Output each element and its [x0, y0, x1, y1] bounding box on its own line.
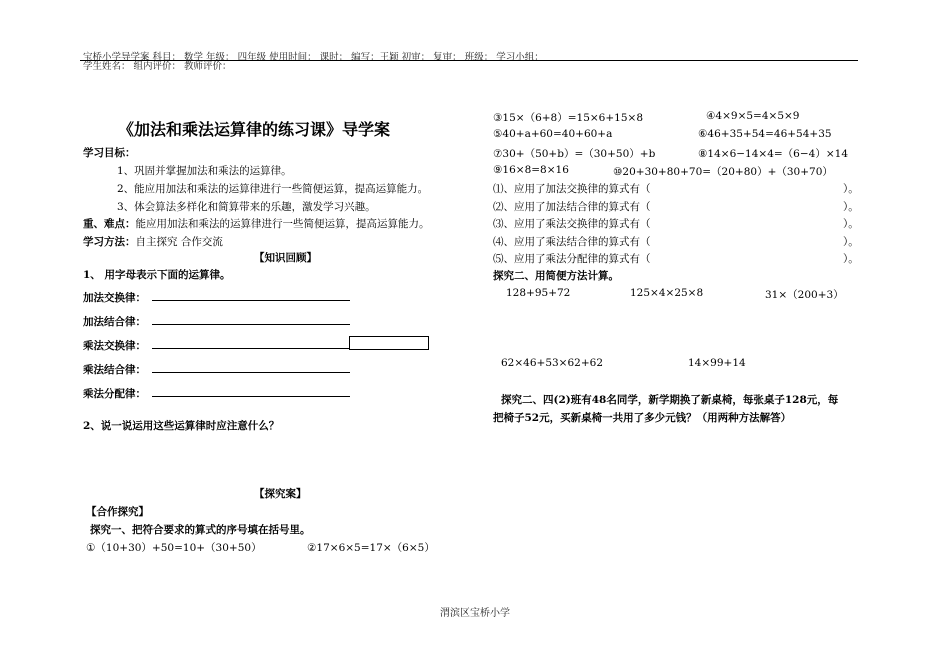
apply-label-5: ⑸、应用了乘法分配律的算式有（	[493, 253, 651, 265]
apply-end-3: ）。	[843, 218, 859, 230]
equation-3: ③15×（6+8）=15×6+15×8	[493, 112, 644, 124]
page-title: 《加法和乘法运算律的练习课》导学案	[118, 120, 391, 139]
calc-4: 62×46+53×62+62	[501, 357, 603, 369]
apply-label-1: ⑴、应用了加法交换律的算式有（	[493, 183, 651, 195]
explore-subheading: 【合作探究】	[86, 506, 149, 518]
study-method	[83, 234, 223, 249]
law-add-commutative-label: 加法交换律：	[83, 292, 146, 304]
equation-8: ⑧14×6−14×4=（6−4）×14	[698, 148, 849, 160]
law-mul-associative-label: 乘法结合律：	[83, 364, 146, 376]
law-mul-distributive-blank[interactable]	[152, 396, 350, 397]
goal-item-3: 3、体会算法多样化和简算带来的乐趣，激发学习兴趣。	[117, 201, 376, 213]
header-line-1: 宝桥小学导学案 科目： 数学 年级： 四年级 使用时间： 课时： 编写：王颖 初审： 复审： 班级： 学习小组：	[83, 52, 544, 63]
law-mul-commutative-label: 乘法交换律：	[83, 340, 146, 352]
equation-7: ⑦30+（50+b）=（30+50）+b	[493, 148, 656, 160]
law-mul-commutative-blank[interactable]	[152, 348, 350, 349]
calc-2: 125×4×25×8	[630, 287, 704, 299]
equation-1: ①（10+30）+50=10+（30+50）	[86, 542, 262, 554]
explore-task-1: 探究一、把符合要求的算式的序号填在括号里。	[90, 524, 311, 536]
equation-6: ⑥46+35+54=46+54+35	[698, 128, 832, 140]
review-question-2: 2、说一说运用这些运算律时应注意什么？	[83, 420, 280, 432]
explore-heading: 【探究案】	[254, 488, 307, 500]
apply-end-1: ）。	[843, 183, 859, 195]
law-add-associative-blank[interactable]	[152, 324, 350, 325]
apply-end-4: ）。	[843, 236, 859, 248]
apply-label-4: ⑷、应用了乘法结合律的算式有（	[493, 236, 651, 248]
calc-1: 128+95+72	[506, 287, 571, 299]
apply-label-2: ⑵、应用了加法结合律的算式有（	[493, 201, 651, 213]
method-text: 自主探究 合作交流	[135, 236, 223, 248]
equation-2: ②17×6×5=17×（6×5）	[307, 542, 435, 554]
law-add-commutative-blank[interactable]	[152, 300, 350, 301]
key-points-label: 重、难点：	[83, 218, 136, 230]
law-mul-associative-blank[interactable]	[152, 372, 350, 373]
equation-10: ⑩20+30+80+70=（20+80）+（30+70）	[613, 166, 833, 178]
law-add-associative-label: 加法结合律：	[83, 316, 146, 328]
text-box[interactable]	[349, 336, 429, 350]
key-points-text: 能应用加法和乘法的运算律进行一些简便运算，提高运算能力。	[135, 218, 430, 230]
explore-task-3-line-2: 把椅子52元，买新桌椅一共用了多少元钱？（用两种方法解答）	[493, 412, 792, 424]
review-question-1: 1、 用字母表示下面的运算律。	[83, 269, 231, 281]
explore-task-3-line-1: 探究二、四(2)班有48名同学，新学期换了新桌椅，每张桌子128元，每	[501, 394, 839, 406]
apply-end-2: ）。	[843, 201, 859, 213]
law-mul-distributive-label: 乘法分配律：	[83, 388, 146, 400]
review-heading: 【知识回顾】	[254, 252, 317, 264]
calc-5: 14×99+14	[688, 357, 746, 369]
page-footer: 渭滨区宝桥小学	[440, 608, 510, 619]
equation-9: ⑨16×8=8×16	[493, 164, 569, 176]
apply-end-5: ）。	[843, 253, 859, 265]
equation-4: ④4×9×5=4×5×9	[706, 110, 800, 122]
goal-item-2: 2、能应用加法和乘法的运算律进行一些简便运算，提高运算能力。	[117, 183, 429, 195]
method-label: 学习方法：	[83, 236, 136, 248]
header-line-2: 学生姓名： 组内评价： 教师评价：	[83, 61, 232, 72]
explore-task-2: 探究二、用简便方法计算。	[493, 270, 619, 282]
equation-5: ⑤40+a+60=40+60+a	[493, 128, 613, 140]
goals-label: 学习目标：	[83, 147, 136, 159]
calc-3: 31×（200+3）	[765, 289, 844, 301]
goal-item-1: 1、巩固并掌握加法和乘法的运算律。	[117, 165, 292, 177]
key-points	[83, 216, 430, 231]
apply-label-3: ⑶、应用了乘法交换律的算式有（	[493, 218, 651, 230]
